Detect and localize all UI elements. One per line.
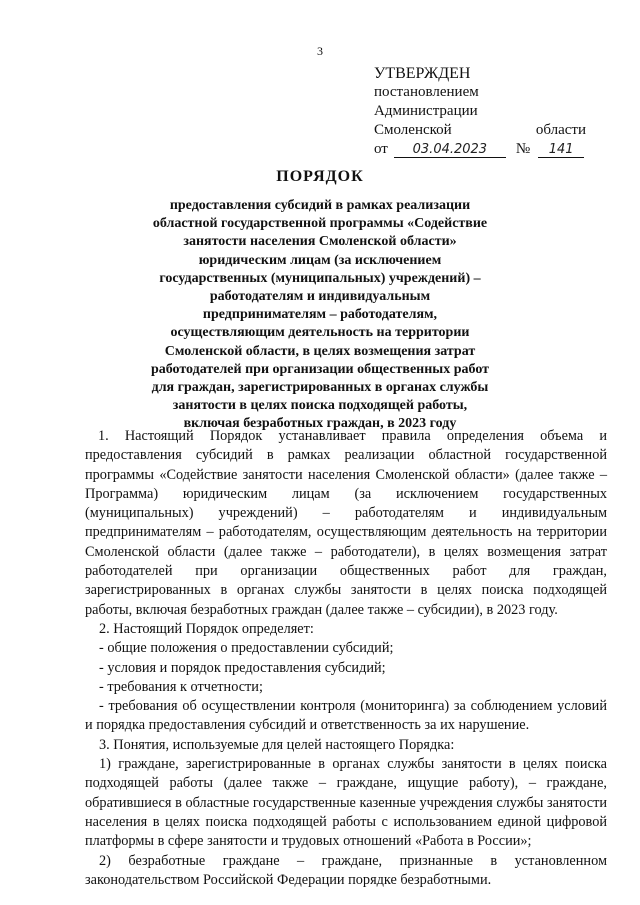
document-title-block bbox=[130, 167, 510, 434]
list-item: - общие положения о предоставлении субсидий; bbox=[99, 640, 394, 657]
list-item: - условия и порядок предоставления субсидий; bbox=[99, 659, 386, 676]
subtitle-line: работодателей при организации общественных работ bbox=[150, 361, 490, 377]
date-prefix: от bbox=[374, 141, 388, 157]
subtitle-line: включая безработных граждан, в 2023 году bbox=[183, 416, 457, 432]
subtitle-line: занятости в целях поиска подходящей работы, bbox=[172, 398, 468, 414]
approval-stamp bbox=[374, 64, 586, 159]
approval-heading: УТВЕРЖДЕН bbox=[374, 65, 471, 82]
document-title: ПОРЯДОК bbox=[276, 168, 364, 185]
number-sign: № bbox=[515, 141, 531, 157]
page-number: 3 bbox=[317, 44, 323, 58]
paragraph: 1. Настоящий Порядок устанавливает правила определения объема и предоставления субсидий в рамках реализации областной государственной программы «Содействие занятости населения Смоленской области» (далее также – Программа) юридическим лицам (за исключением государственных (муниципальных) учреждений) – работодателям и индивидуальным предпринимателям – работодателям, осуществляющим деятельность на территории Смоленской области (далее также – работодатели), в целях возмещения затрат работодателей при организации общественных работ для граждан, зарегистрированных в органах службы занятости в целях поиска подходящей работы, включая безработных граждан (далее также – субсидии), в 2023 году. bbox=[85, 428, 607, 618]
approval-date-number-line bbox=[374, 140, 586, 159]
handwritten-number: 141 bbox=[538, 142, 584, 158]
subtitle-line: государственных (муниципальных) учреждений) – bbox=[159, 270, 481, 286]
list-item: - требования об осуществлении контроля (мониторинга) за соблюдением условий и порядка предоставления субсидий и ответственность за их нарушение. bbox=[85, 698, 607, 734]
document-body bbox=[85, 427, 607, 890]
paragraph: 3. Понятия, используемые для целей настоящего Порядка: bbox=[99, 736, 455, 753]
subtitle-line: для граждан, зарегистрированных в органах службы bbox=[151, 380, 489, 396]
subtitle-line: предпринимателям – работодателям, bbox=[202, 307, 438, 323]
definition-item: 1) граждане, зарегистрированные в органах службы занятости в целях поиска подходящей работы (далее также – граждане, ищущие работу), – граждане, обратившиеся в областные государственные казенные учреждения службы занятости населения в целях поиска подходящей работы с использованием единой цифровой платформы в сфере занятости и трудовых отношений «Работа в России»; bbox=[85, 756, 607, 850]
subtitle-line: предоставления субсидий в рамках реализации bbox=[169, 198, 471, 213]
approval-line-1: постановлением Администрации bbox=[374, 84, 479, 119]
approval-oblast: области bbox=[535, 122, 586, 138]
handwritten-date: 03.04.2023 bbox=[394, 142, 506, 158]
definition-item: 2) безработные граждане – граждане, признанные в установленном законодательством Российской Федерации порядке безработными. bbox=[85, 852, 607, 888]
subtitle-line: Смоленской области, в целях возмещения затрат bbox=[164, 343, 476, 359]
approval-region: Смоленской bbox=[374, 122, 452, 138]
subtitle-line: юридическим лицам (за исключением bbox=[198, 252, 442, 268]
paragraph: 2. Настоящий Порядок определяет: bbox=[99, 620, 314, 637]
subtitle-line: областной государственной программы «Содействие bbox=[152, 216, 488, 232]
subtitle-line: осуществляющим деятельность на территории bbox=[170, 325, 470, 341]
document-subtitle bbox=[130, 197, 510, 434]
list-item: - требования к отчетности; bbox=[99, 678, 263, 695]
subtitle-line: занятости населения Смоленской области» bbox=[183, 234, 457, 250]
approval-line-2 bbox=[374, 121, 586, 140]
subtitle-line: работодателям и индивидуальным bbox=[209, 289, 431, 305]
